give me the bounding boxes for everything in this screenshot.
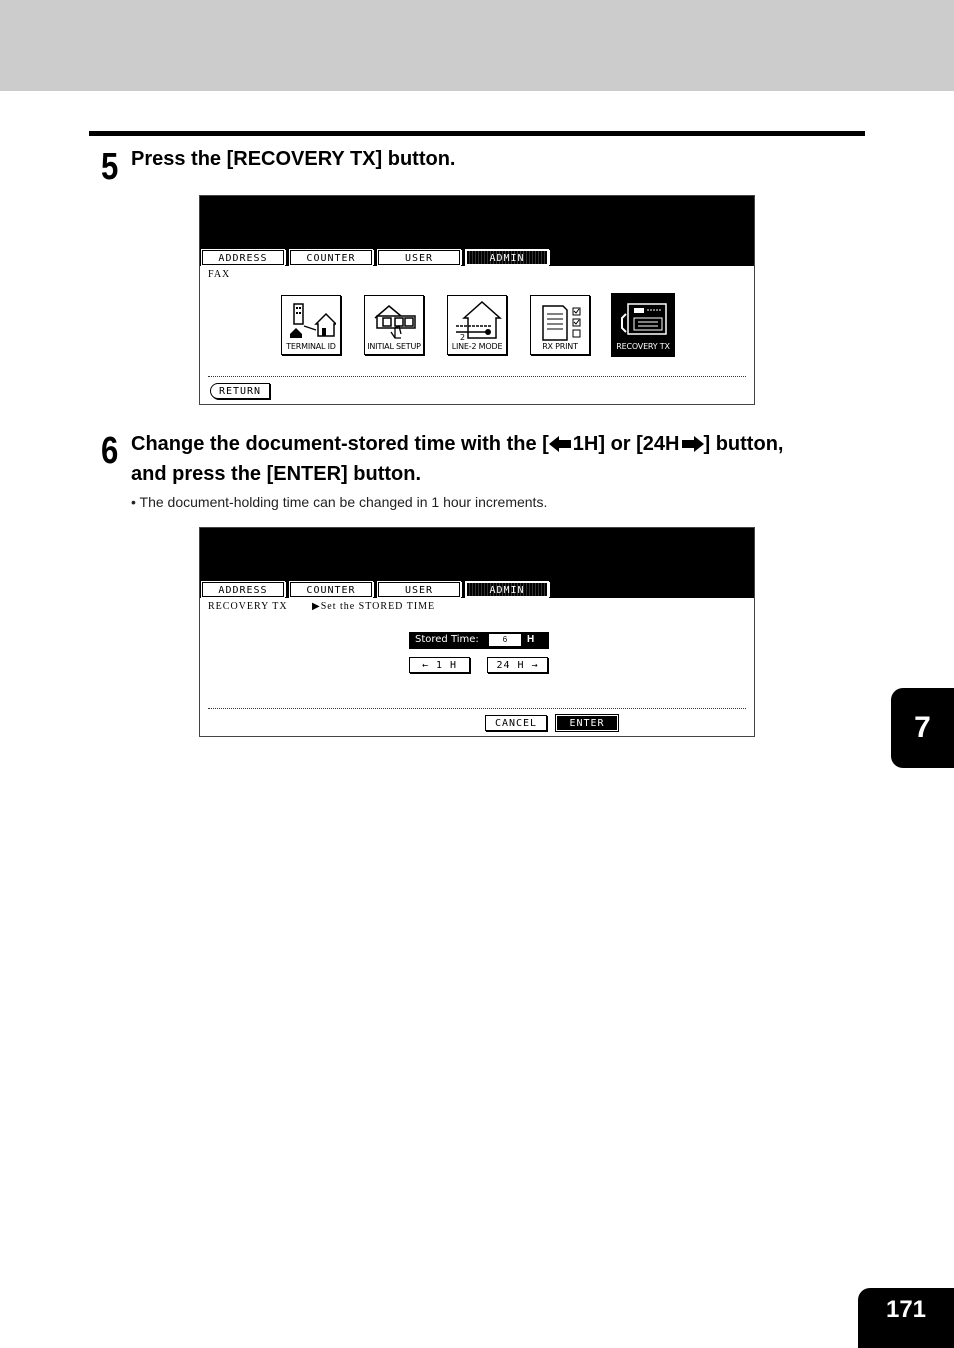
recovery-tx-panel xyxy=(199,527,755,737)
step-5-title: Press the [RECOVERY TX] button. xyxy=(131,148,456,170)
stored-time-display xyxy=(409,632,549,649)
panel-header-2 xyxy=(200,528,754,598)
return-button[interactable]: RETURN xyxy=(210,383,270,399)
step-6-title-part-b: 1H] or [24H xyxy=(572,433,680,455)
enter-button[interactable]: ENTER xyxy=(556,715,618,731)
fax-menu-panel xyxy=(199,195,755,405)
tab-address[interactable]: ADDRESS xyxy=(202,582,284,597)
tab-bar-2 xyxy=(202,582,548,597)
stored-time-unit: H xyxy=(527,634,535,645)
svg-text:2: 2 xyxy=(460,333,466,342)
step-6-title-part-a: Change the document-stored time with the [ xyxy=(131,433,549,455)
initial-setup-button[interactable] xyxy=(364,295,424,355)
step-6-note: • The document-holding time can be changed in 1 hour increments. xyxy=(131,494,548,510)
initial-setup-label: INITIAL SETUP xyxy=(367,342,421,351)
rx-print-button[interactable] xyxy=(530,295,590,355)
step-5-number: 5 xyxy=(101,146,119,188)
tab-counter[interactable]: COUNTER xyxy=(290,250,372,265)
recovery-tx-icon xyxy=(620,300,668,342)
panel-title-2: RECOVERY TX xyxy=(208,601,288,612)
tab-admin[interactable]: ADMIN xyxy=(466,582,548,597)
rx-print-icon xyxy=(537,300,585,342)
tab-bar xyxy=(202,250,548,265)
increase-24h-button[interactable]: 24 H → xyxy=(487,657,548,673)
panel-header xyxy=(200,196,754,266)
section-rule xyxy=(89,131,865,136)
line2-mode-icon xyxy=(454,300,502,342)
arrow-left-icon xyxy=(549,436,573,452)
recovery-tx-button[interactable] xyxy=(613,295,673,355)
arrow-right-icon xyxy=(680,436,704,452)
terminal-id-button[interactable] xyxy=(281,295,341,355)
terminal-id-icon xyxy=(288,300,336,342)
step-6-number: 6 xyxy=(101,430,119,472)
step-6-title-line1 xyxy=(131,429,783,459)
terminal-id-label: TERMINAL ID xyxy=(286,342,336,351)
stored-time-value: 6 xyxy=(489,634,521,646)
step-6-title-part-c: ] button, xyxy=(703,433,784,455)
line2-mode-button[interactable] xyxy=(447,295,507,355)
tab-user[interactable]: USER xyxy=(378,582,460,597)
decrease-1h-button[interactable]: ← 1 H xyxy=(409,657,470,673)
tab-user[interactable]: USER xyxy=(378,250,460,265)
recovery-tx-label: RECOVERY TX xyxy=(616,342,670,351)
panel-divider xyxy=(208,376,746,377)
panel-title: FAX xyxy=(208,269,231,280)
chapter-tab: 7 xyxy=(891,688,954,768)
tab-counter[interactable]: COUNTER xyxy=(290,582,372,597)
line2-mode-label: LINE-2 MODE xyxy=(451,342,503,351)
page-number: 171 xyxy=(858,1288,954,1348)
stored-time-caption: Stored Time: xyxy=(415,634,479,645)
panel-divider-2 xyxy=(208,708,746,709)
header-band xyxy=(0,0,954,91)
rx-print-label: RX PRINT xyxy=(542,342,578,351)
tab-address[interactable]: ADDRESS xyxy=(202,250,284,265)
cancel-button[interactable]: CANCEL xyxy=(485,715,547,731)
initial-setup-icon xyxy=(371,300,419,342)
instruction-text: ▶Set the STORED TIME xyxy=(312,601,436,612)
step-6-title-line2: and press the [ENTER] button. xyxy=(131,463,421,485)
tab-admin[interactable]: ADMIN xyxy=(466,250,548,265)
